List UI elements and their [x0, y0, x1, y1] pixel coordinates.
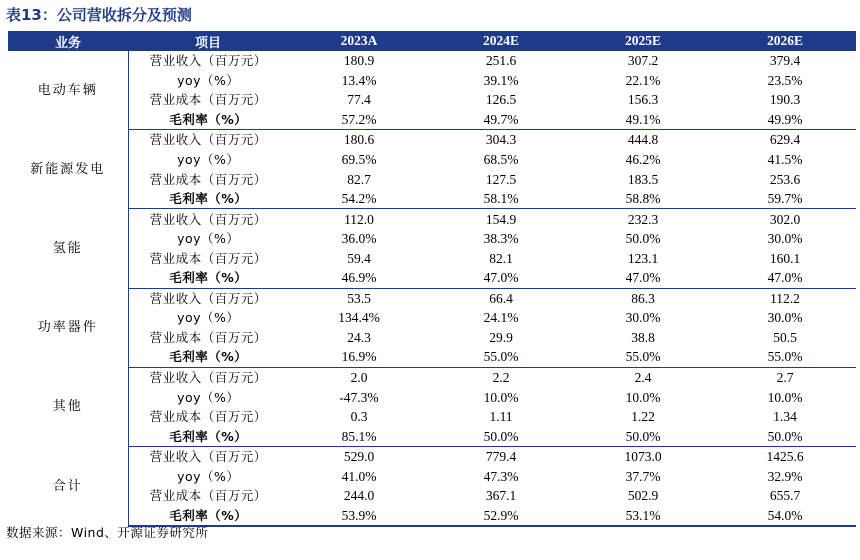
value-cell: 54.2%: [288, 189, 430, 209]
value-cell: 22.1%: [625, 72, 661, 88]
value-cell: 53.9%: [288, 506, 430, 527]
value-cell: 47.3%: [483, 468, 519, 484]
value-cell: 529.0: [343, 449, 375, 465]
value-cell: 190.3: [769, 92, 801, 108]
value-cell: 112.0: [344, 211, 374, 227]
header-2024e: 2024E: [430, 31, 572, 51]
value-cell: 24.3: [347, 329, 371, 345]
value-cell: 304.3: [485, 132, 517, 148]
value-cell: 49.7%: [430, 110, 572, 130]
table-row: [8, 209, 856, 229]
table-row: [8, 130, 856, 150]
metric-label-cell: 营业收入（百万元）: [149, 449, 267, 465]
value-cell: 53.1%: [572, 506, 714, 527]
table-row: [8, 308, 856, 328]
value-cell: 123.1: [627, 250, 659, 266]
value-cell: 85.1%: [288, 426, 430, 446]
value-cell: 232.3: [627, 211, 659, 227]
value-cell: 53.5: [347, 290, 371, 306]
table-row: [8, 387, 856, 407]
value-cell: 29.9: [489, 329, 513, 345]
value-cell: 38.3%: [483, 231, 519, 247]
value-cell: 302.0: [769, 211, 801, 227]
business-segment-cell: 功率器件: [8, 288, 128, 367]
value-cell: 50.5: [773, 329, 797, 345]
table-row: [8, 407, 856, 427]
table-row: [8, 189, 856, 209]
metric-label-cell: 营业成本（百万元）: [149, 488, 267, 504]
header-row: [8, 31, 856, 51]
table-row: [8, 347, 856, 367]
value-cell: 46.9%: [288, 268, 430, 288]
metric-label-cell: 营业收入（百万元）: [149, 53, 267, 69]
business-segment-cell: 其他: [8, 367, 128, 446]
value-cell: 47.0%: [572, 268, 714, 288]
value-cell: -47.3%: [339, 389, 379, 405]
value-cell: 0.3: [350, 409, 368, 425]
metric-label-cell: 毛利率（%）: [128, 110, 288, 130]
value-cell: 39.1%: [483, 72, 519, 88]
value-cell: 16.9%: [288, 347, 430, 367]
value-cell: 253.6: [769, 171, 801, 187]
metric-label-cell: 毛利率（%）: [128, 426, 288, 446]
table-row: [8, 51, 856, 71]
value-cell: 55.0%: [430, 347, 572, 367]
header-2025e: 2025E: [572, 31, 714, 51]
metric-label-cell: 毛利率（%）: [128, 347, 288, 367]
value-cell: 68.5%: [483, 152, 519, 167]
value-cell: 251.6: [485, 53, 517, 69]
table-row: [8, 466, 856, 486]
value-cell: 2.0: [350, 370, 368, 386]
value-cell: 10.0%: [625, 389, 661, 405]
value-cell: 54.0%: [714, 506, 856, 527]
business-segment-cell: 新能源发电: [8, 130, 128, 209]
value-cell: 55.0%: [714, 347, 856, 367]
business-segment-cell: 电动车辆: [8, 51, 128, 130]
value-cell: 779.4: [485, 449, 517, 465]
value-cell: 86.3: [631, 290, 655, 306]
value-cell: 69.5%: [341, 152, 377, 167]
metric-label-cell: 营业成本（百万元）: [149, 329, 267, 345]
value-cell: 36.0%: [341, 231, 377, 247]
value-cell: 134.4%: [338, 310, 380, 326]
value-cell: 41.0%: [341, 468, 377, 484]
value-cell: 50.0%: [714, 426, 856, 446]
value-cell: 13.4%: [341, 72, 377, 88]
table-row: [8, 150, 856, 170]
value-cell: 379.4: [769, 53, 801, 69]
value-cell: 82.1: [489, 250, 513, 266]
metric-label-cell: 营业收入（百万元）: [149, 370, 267, 386]
value-cell: 77.4: [347, 92, 371, 108]
value-cell: 154.9: [485, 211, 517, 227]
metric-label-cell: 营业收入（百万元）: [149, 132, 267, 148]
metric-label-cell: 营业成本（百万元）: [149, 250, 267, 266]
metric-label-cell: yoy（%）: [177, 468, 240, 484]
value-cell: 30.0%: [767, 310, 803, 326]
header-2023a: 2023A: [288, 31, 430, 51]
value-cell: 183.5: [627, 171, 659, 187]
value-cell: 1073.0: [624, 449, 662, 465]
value-cell: 180.9: [343, 53, 375, 69]
value-cell: 24.1%: [483, 310, 519, 326]
value-cell: 59.7%: [714, 189, 856, 209]
table-row: [8, 268, 856, 288]
header-2026e: 2026E: [714, 31, 856, 51]
value-cell: 2.2: [492, 370, 510, 386]
value-cell: 629.4: [769, 132, 801, 148]
value-cell: 2.4: [634, 370, 652, 386]
metric-label-cell: yoy（%）: [177, 389, 240, 405]
table-row: [8, 90, 856, 110]
metric-label-cell: 营业成本（百万元）: [149, 409, 267, 425]
value-cell: 127.5: [485, 171, 517, 187]
value-cell: 50.0%: [430, 426, 572, 446]
value-cell: 30.0%: [767, 231, 803, 247]
table-row: [8, 110, 856, 130]
value-cell: 502.9: [627, 488, 659, 504]
value-cell: 10.0%: [483, 389, 519, 405]
table-row: [8, 328, 856, 348]
table-row: [8, 248, 856, 268]
metric-label-cell: yoy（%）: [177, 231, 240, 247]
table-row: [8, 446, 856, 466]
value-cell: 37.7%: [625, 468, 661, 484]
value-cell: 444.8: [627, 132, 659, 148]
value-cell: 156.3: [627, 92, 659, 108]
value-cell: 1425.6: [766, 449, 804, 465]
metric-label-cell: 毛利率（%）: [128, 506, 288, 527]
value-cell: 58.1%: [430, 189, 572, 209]
table-row: [8, 426, 856, 446]
table-row: [8, 169, 856, 189]
metric-label-cell: 毛利率（%）: [128, 189, 288, 209]
metric-label-cell: yoy（%）: [177, 310, 240, 326]
table-row: [8, 71, 856, 91]
value-cell: 66.4: [489, 290, 513, 306]
business-segment-cell: 氢能: [8, 209, 128, 288]
metric-label-cell: 营业收入（百万元）: [149, 290, 267, 306]
value-cell: 38.8: [631, 329, 655, 345]
value-cell: 126.5: [485, 92, 517, 108]
metric-label-cell: 毛利率（%）: [128, 268, 288, 288]
value-cell: 47.0%: [714, 268, 856, 288]
value-cell: 23.5%: [767, 72, 803, 88]
table-body: [8, 51, 856, 526]
value-cell: 1.22: [631, 409, 655, 425]
table-row: [8, 367, 856, 387]
table-row: [8, 288, 856, 308]
value-cell: 2.7: [776, 370, 794, 386]
header-item: 项目: [128, 31, 288, 51]
value-cell: 55.0%: [572, 347, 714, 367]
value-cell: 307.2: [627, 53, 659, 69]
source-note: 数据来源：Wind、开源证券研究所: [6, 525, 209, 540]
value-cell: 112.2: [770, 290, 800, 306]
value-cell: 57.2%: [288, 110, 430, 130]
value-cell: 655.7: [769, 488, 801, 504]
value-cell: 50.0%: [572, 426, 714, 446]
value-cell: 10.0%: [767, 389, 803, 405]
value-cell: 49.9%: [714, 110, 856, 130]
value-cell: 59.4: [347, 250, 371, 266]
value-cell: 49.1%: [572, 110, 714, 130]
value-cell: 1.34: [773, 409, 797, 425]
table-row: [8, 229, 856, 249]
value-cell: 82.7: [347, 171, 371, 187]
table-row: [8, 486, 856, 506]
value-cell: 180.6: [343, 132, 375, 148]
header-business: 业务: [8, 31, 128, 51]
metric-label-cell: 营业收入（百万元）: [149, 211, 267, 227]
value-cell: 47.0%: [430, 268, 572, 288]
value-cell: 244.0: [343, 488, 375, 504]
metric-label-cell: yoy（%）: [177, 72, 240, 88]
table-title: 表13：公司营收拆分及预测: [6, 6, 192, 24]
metric-label-cell: 营业成本（百万元）: [149, 171, 267, 187]
metric-label-cell: 营业成本（百万元）: [149, 92, 267, 108]
value-cell: 58.8%: [572, 189, 714, 209]
value-cell: 30.0%: [625, 310, 661, 326]
value-cell: 46.2%: [625, 152, 661, 167]
value-cell: 52.9%: [430, 506, 572, 527]
value-cell: 367.1: [485, 488, 517, 504]
business-segment-cell: 合计: [8, 446, 128, 526]
value-cell: 50.0%: [625, 231, 661, 247]
metric-label-cell: yoy（%）: [177, 152, 240, 167]
value-cell: 1.11: [489, 409, 513, 425]
value-cell: 41.5%: [767, 152, 803, 167]
revenue-forecast-table: [8, 31, 856, 527]
value-cell: 32.9%: [767, 468, 803, 484]
value-cell: 160.1: [769, 250, 801, 266]
